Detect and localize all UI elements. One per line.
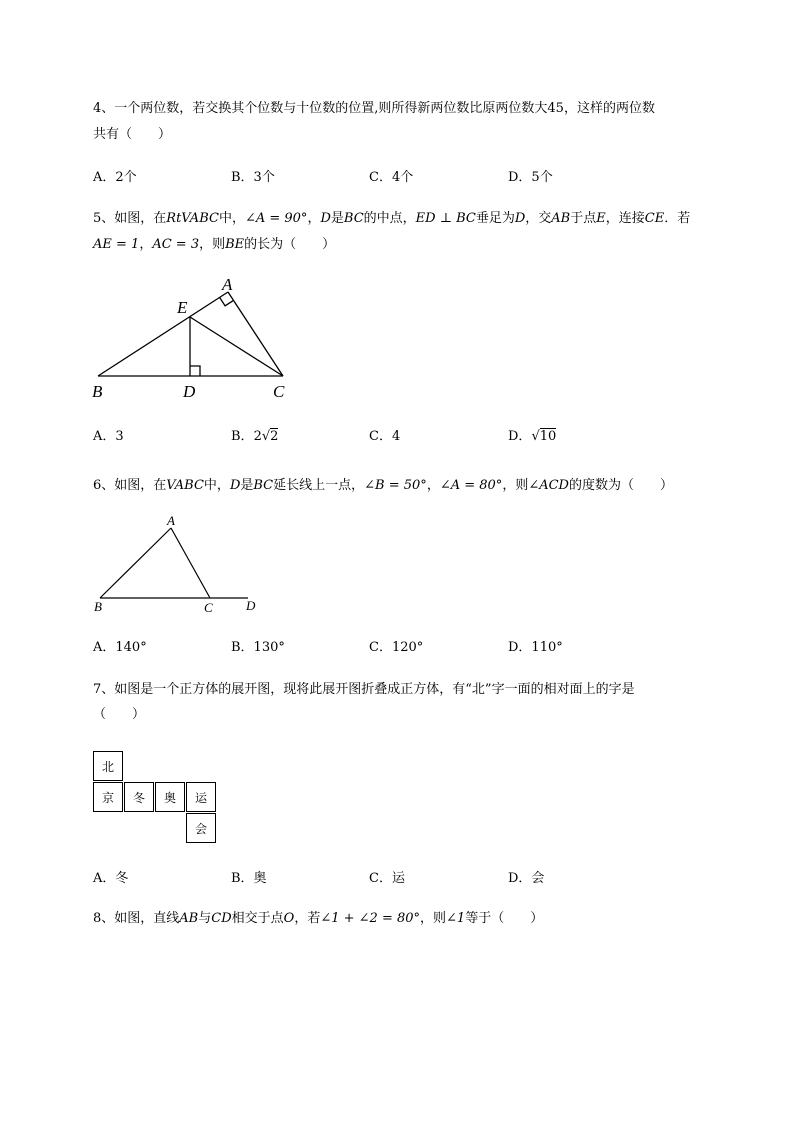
q7-option-c: C．运 xyxy=(369,871,405,886)
label-b: B xyxy=(94,599,102,614)
q6-option-b: B．130° xyxy=(231,640,285,655)
q6-stem: 6、如图，在VABC中，D是BC延长线上一点，∠B = 50°，∠A = 80°，则∠ACD的度数为（ ） xyxy=(93,478,673,493)
q7-option-d: D．会 xyxy=(508,871,545,886)
q5-stem-line1: 5、如图，在RtVABC中，∠A = 90°，D是BC的中点，ED ⊥ BC垂足为D，交AB于点E，连接CE．若 xyxy=(93,211,691,226)
segment-ac xyxy=(171,528,210,598)
q6-option-c: C．120° xyxy=(369,640,424,655)
q7-stem-line1: 7、如图是一个正方体的展开图，现将此展开图折叠成正方体，有“北”字一面的相对面上的字是 xyxy=(93,682,635,697)
q8-stem: 8、如图，直线AB与CD相交于点O，若∠1 + ∠2 = 80°，则∠1等于（ ） xyxy=(93,911,544,926)
q7-option-b: B．奥 xyxy=(231,871,267,886)
label-e: E xyxy=(177,298,188,317)
label-b: B xyxy=(92,382,103,401)
q5-option-c: C．4 xyxy=(369,429,401,444)
net-cell-row-3: 奥 xyxy=(155,782,185,812)
q5-stem-line2: AE = 1，AC = 3，则BE的长为（ ） xyxy=(93,237,336,252)
label-a: A xyxy=(222,275,233,294)
q7-option-a: A．冬 xyxy=(93,871,129,886)
q4-stem-line2: 共有（ ） xyxy=(93,127,172,142)
label-d: D xyxy=(246,598,256,613)
net-cell-top: 北 xyxy=(93,751,123,781)
label-a: A xyxy=(167,513,175,528)
q5-option-d: D．√10 xyxy=(508,429,557,444)
q7-stem-line2: （ ） xyxy=(93,707,146,722)
label-c: C xyxy=(273,382,285,401)
q4-option-b: B．3个 xyxy=(231,170,275,185)
q6-option-a: A．140° xyxy=(93,640,147,655)
net-cell-row-1: 京 xyxy=(93,782,123,812)
net-cell-bottom: 会 xyxy=(186,813,216,843)
q4-option-d: D．5个 xyxy=(508,170,553,185)
cube-net xyxy=(93,751,219,844)
label-c: C xyxy=(204,600,213,615)
q5-option-a: A．3 xyxy=(93,429,124,444)
q5-option-b: B．2√2 xyxy=(231,429,279,444)
net-cell-row-2: 冬 xyxy=(124,782,154,812)
q4-option-c: C．4个 xyxy=(369,170,414,185)
segment-ab xyxy=(100,528,171,598)
label-d: D xyxy=(183,382,196,401)
q6-option-d: D．110° xyxy=(508,640,563,655)
q4-stem-line1: 4、一个两位数，若交换其个位数与十位数的位置,则所得新两位数比原两位数大45，这样的两位数 xyxy=(93,101,655,116)
net-cell-row-4: 运 xyxy=(186,782,216,812)
q4-option-a: A．2个 xyxy=(93,170,137,185)
